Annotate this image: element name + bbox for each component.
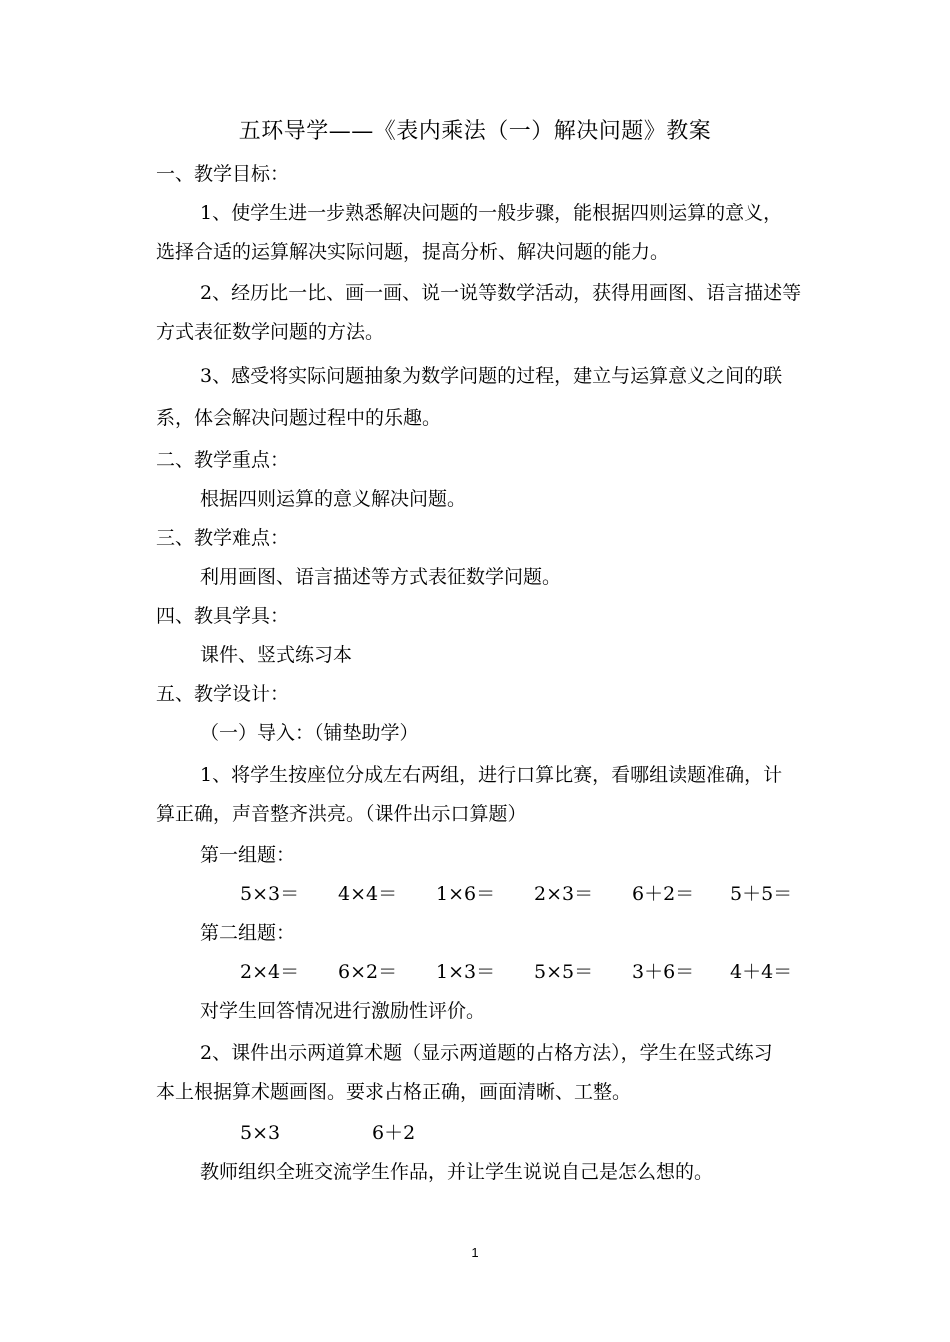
quiz-item: 6×2＝ [338,961,398,983]
quiz-item: 4×4＝ [338,883,398,905]
paragraph-line: 3、感受将实际问题抽象为数学问题的过程，建立与运算意义之间的联 [200,365,783,387]
arithmetic-item: 5×3 [240,1122,281,1144]
quiz-item: 1×3＝ [436,961,496,983]
paragraph-line: 课件、竖式练习本 [200,644,353,666]
paragraph-line: 2、经历比一比、画一画、说一说等数学活动，获得用画图、语言描述等 [200,282,802,304]
section-heading-design: 五、教学设计： [156,683,290,705]
paragraph-line: 本上根据算术题画图。要求占格正确，画面清晰、工整。 [156,1081,632,1103]
section-heading-materials: 四、教具学具： [156,605,290,627]
section-heading-key-points: 二、教学重点： [156,449,290,471]
paragraph-line: 方式表征数学问题的方法。 [156,321,385,343]
quiz-item: 5×5＝ [534,961,594,983]
page-number: 1 [471,1245,479,1260]
subsection-heading: （一）导入：（铺垫助学） [200,722,419,744]
paragraph-line: 2、课件出示两道算术题（显示两道题的占格方法），学生在竖式练习 [200,1042,773,1064]
quiz-item: 2×4＝ [240,961,300,983]
paragraph-line: 系，体会解决问题过程中的乐趣。 [156,407,442,429]
group2-items [240,960,828,984]
group2-label: 第二组题： [200,922,296,944]
quiz-item: 6＋2＝ [632,883,695,905]
quiz-item: 5×3＝ [240,883,300,905]
quiz-item: 4＋4＝ [730,961,793,983]
quiz-item: 5＋5＝ [730,883,793,905]
paragraph-line: 选择合适的运算解决实际问题，提高分析、解决问题的能力。 [156,241,670,263]
paragraph-line: 教师组织全班交流学生作品，并让学生说说自己是怎么想的。 [200,1161,714,1183]
quiz-item: 3＋6＝ [632,961,695,983]
paragraph-line: 1、使学生进一步熟悉解决问题的一般步骤，能根据四则运算的意义， [200,202,783,224]
section-heading-objectives: 一、教学目标： [156,163,290,185]
group1-items [240,882,828,906]
paragraph-line: 根据四则运算的意义解决问题。 [200,488,467,510]
group1-label: 第一组题： [200,844,296,866]
arithmetic-pair [240,1121,415,1145]
quiz-item: 2×3＝ [534,883,594,905]
section-heading-difficulties: 三、教学难点： [156,527,290,549]
quiz-item: 1×6＝ [436,883,496,905]
paragraph-line: 对学生回答情况进行激励性评价。 [200,1000,486,1022]
paragraph-line: 利用画图、语言描述等方式表征数学问题。 [200,566,562,588]
paragraph-line: 1、将学生按座位分成左右两组，进行口算比赛，看哪组读题准确，计 [200,764,783,786]
arithmetic-item: 6＋2 [372,1122,416,1144]
paragraph-line: 算正确，声音整齐洪亮。（课件出示口算题） [156,803,527,825]
document-title: 五环导学——《表内乘法（一）解决问题》教案 [238,119,712,144]
